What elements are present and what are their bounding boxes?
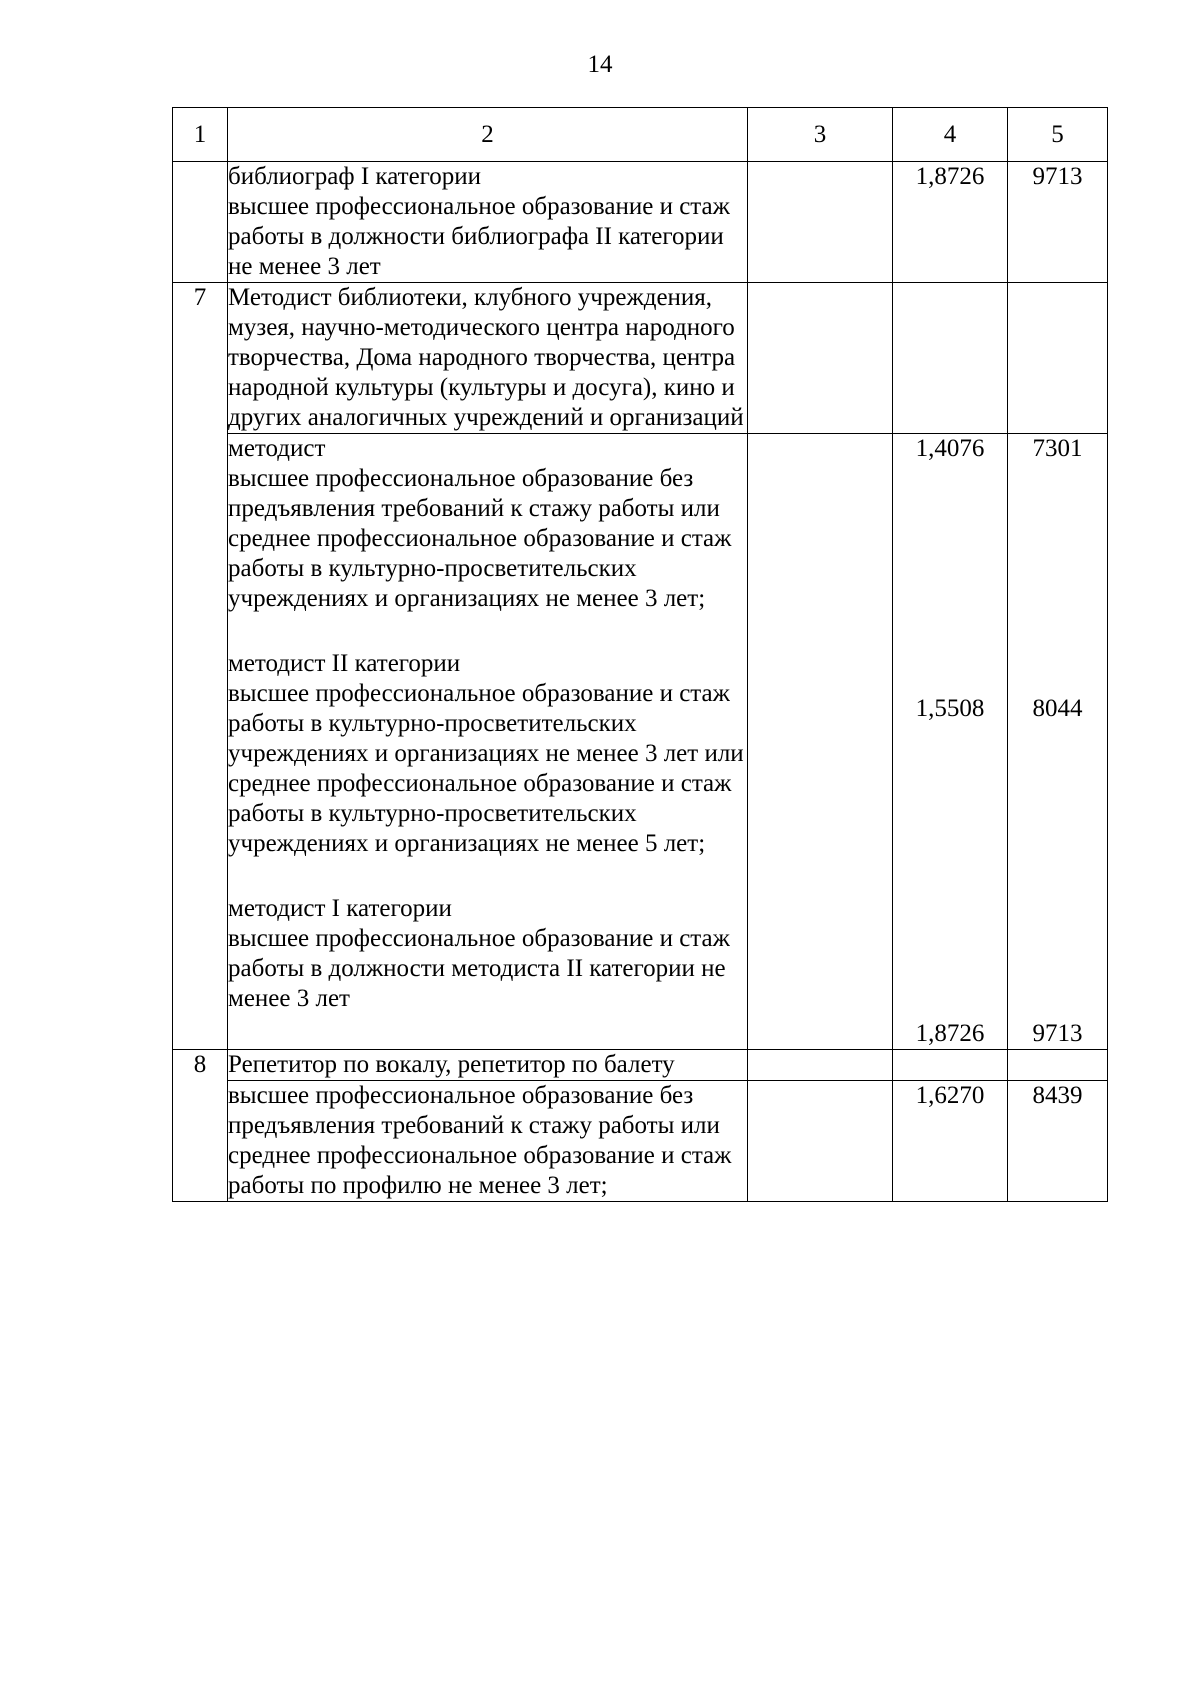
position-requirements: высшее профессиональное образование и стаж работы в должности библиографа II категории не менее 3 лет: [228, 193, 730, 280]
salary-cell: [1008, 434, 1108, 1050]
coefficient-value: 1,8726: [915, 1020, 985, 1047]
position-title: методист I категории: [228, 895, 452, 922]
page-number: 14: [587, 51, 613, 78]
salary-value: 8044: [1032, 695, 1083, 722]
position-group-title: Методист библиотеки, клубного учреждения, музея, научно-методического центра народного творчества, Дома народного творчества, центра народной культуры (культуры и досуга), кино и других аналогичных учреждений и организаций: [228, 283, 748, 434]
empty-cell: [893, 283, 1008, 434]
header-col-4: 4: [893, 108, 1008, 162]
header-col-2: 2: [228, 108, 748, 162]
position-entry: [228, 434, 747, 614]
salary-cell: 9713: [1008, 162, 1108, 283]
position-title: методист II категории: [228, 650, 461, 677]
position-title: библиограф I категории: [228, 163, 482, 190]
empty-cell: [893, 1050, 1008, 1081]
salary-table: [172, 107, 1108, 1202]
position-cell: [228, 434, 748, 1050]
coefficient-value: 1,5508: [915, 695, 985, 722]
header-row: [173, 108, 1108, 162]
position-requirements: высшее профессиональное образование без предъявления требований к стажу работы или среднее профессиональное образование и стаж работы в культурно-просветительских учреждениях и организациях не менее 3 лет;: [228, 465, 732, 612]
coefficient-value: 1,4076: [915, 435, 985, 462]
empty-cell: [748, 162, 893, 283]
empty-cell: [748, 283, 893, 434]
row-number-cell: 7: [173, 283, 228, 1050]
empty-cell: [1008, 1050, 1108, 1081]
empty-cell: [748, 1050, 893, 1081]
position-cell: [228, 1081, 748, 1202]
table-row: [173, 434, 1108, 1050]
position-requirements: высшее профессиональное образование и стаж работы в должности методиста II категории не менее 3 лет: [228, 925, 730, 1012]
empty-cell: [1008, 283, 1108, 434]
table-row: [173, 283, 1108, 434]
salary-value: 9713: [1032, 1020, 1083, 1047]
position-group-title: Репетитор по вокалу, репетитор по балету: [228, 1050, 748, 1081]
salary-cell: 8439: [1008, 1081, 1108, 1202]
position-requirements: высшее профессиональное образование и стаж работы в культурно-просветительских учреждениях и организациях не менее 3 лет или среднее профессиональное образование и стаж работы в культурно-просветительских учреждениях и организациях не менее 5 лет;: [228, 680, 744, 857]
row-number-cell: [173, 162, 228, 283]
position-entry: [228, 894, 747, 1014]
position-entry: [228, 649, 747, 859]
header-col-1: 1: [173, 108, 228, 162]
header-col-3: 3: [748, 108, 893, 162]
table-row: [173, 162, 1108, 283]
empty-cell: [748, 1081, 893, 1202]
header-col-5: 5: [1008, 108, 1108, 162]
position-title: методист: [228, 435, 326, 462]
coefficient-cell: 1,8726: [893, 162, 1008, 283]
empty-cell: [748, 434, 893, 1050]
salary-value: 7301: [1032, 435, 1083, 462]
coefficient-cell: [893, 434, 1008, 1050]
position-requirements: высшее профессиональное образование без предъявления требований к стажу работы или среднее профессиональное образование и стаж работы по профилю не менее 3 лет;: [228, 1082, 732, 1199]
position-cell: [228, 162, 748, 283]
table-row: [173, 1081, 1108, 1202]
row-number-cell: 8: [173, 1050, 228, 1202]
table-row: [173, 1050, 1108, 1081]
coefficient-cell: 1,6270: [893, 1081, 1008, 1202]
